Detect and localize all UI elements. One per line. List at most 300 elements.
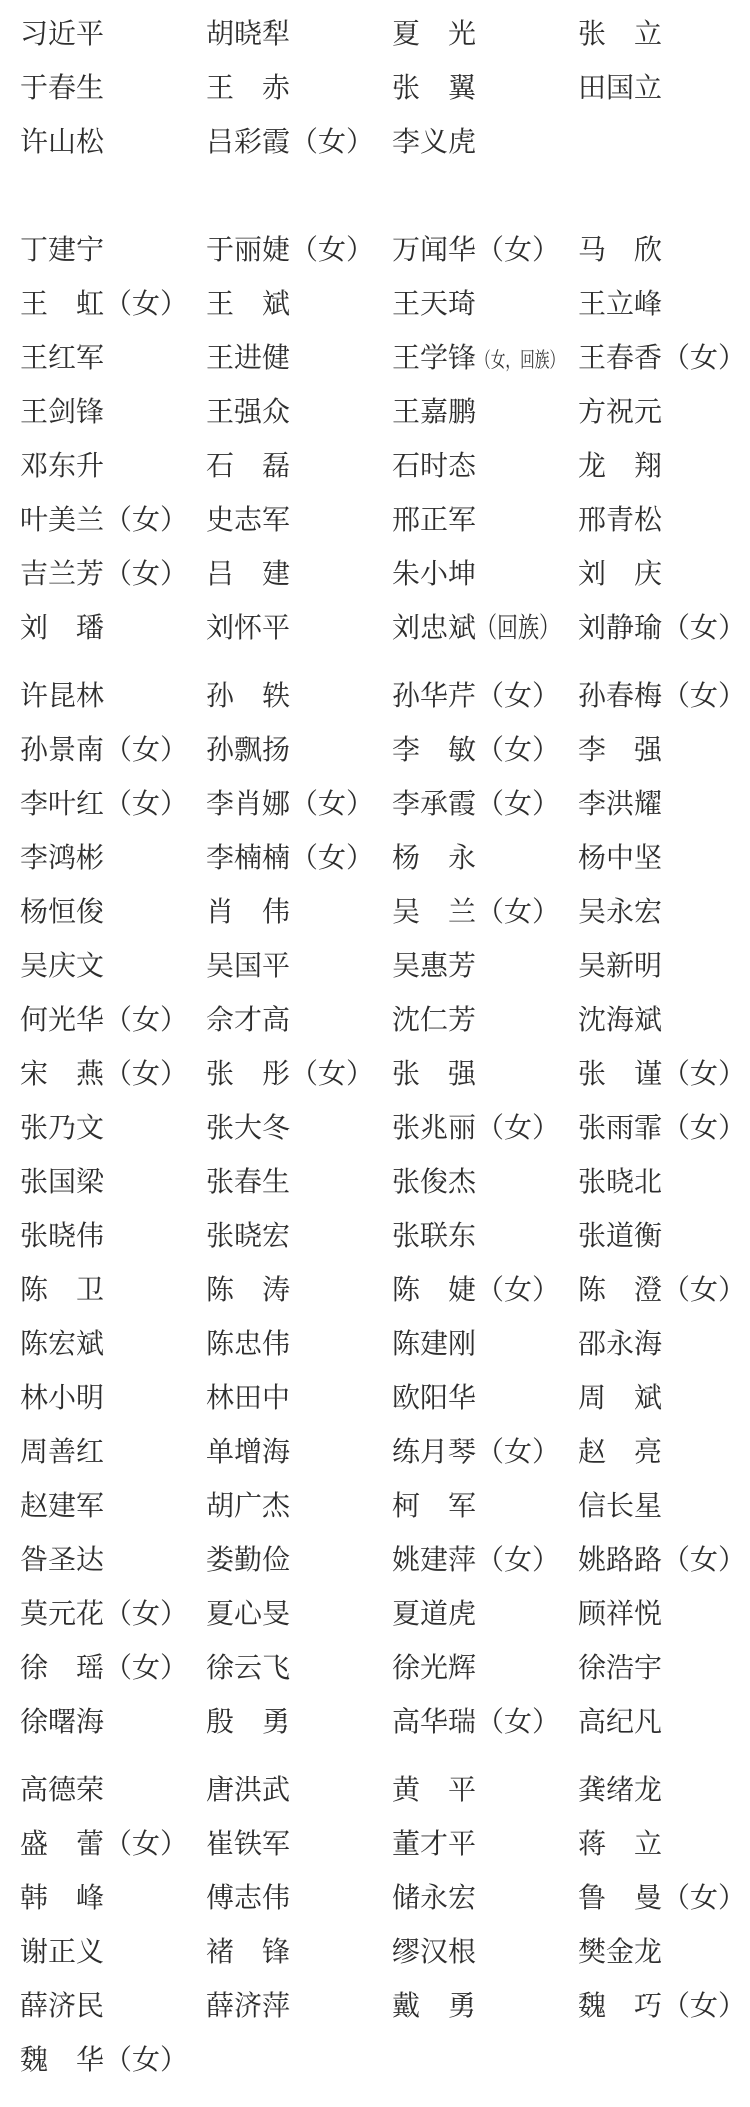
name-cell	[578, 899, 736, 927]
name-row	[20, 1926, 750, 1980]
person-name: 孙华芹	[392, 681, 477, 712]
person-name: 李 敏	[392, 735, 477, 766]
name-cell	[578, 1169, 736, 1197]
person-name: 王剑锋	[20, 397, 105, 428]
gender-ethnic-note: （女）	[104, 1599, 189, 1630]
name-cell	[392, 1709, 578, 1737]
person-name: 李洪耀	[578, 789, 663, 820]
name-cell	[206, 75, 392, 103]
name-cell	[392, 683, 578, 711]
name-row	[20, 1264, 750, 1318]
person-name: 胡晓犁	[206, 19, 291, 50]
person-name: 王立峰	[578, 289, 663, 320]
person-name: 张乃文	[20, 1113, 105, 1144]
gender-ethnic-note: （女）	[290, 235, 375, 266]
name-cell	[578, 237, 736, 265]
name-cell	[20, 2047, 206, 2075]
name-cell	[206, 1007, 392, 1035]
name-row	[20, 440, 750, 494]
name-row	[20, 386, 750, 440]
name-cell	[20, 1115, 206, 1143]
name-cell	[392, 507, 578, 535]
person-name: 沈海斌	[578, 1005, 663, 1036]
person-name: 龚绪龙	[578, 1775, 663, 1806]
person-name: 吴国平	[206, 951, 291, 982]
person-name: 董才平	[392, 1829, 477, 1860]
person-name: 杨恒俊	[20, 897, 105, 928]
name-cell	[392, 1223, 578, 1251]
name-cell	[20, 75, 206, 103]
name-row	[20, 116, 750, 170]
gender-ethnic-note: （女）	[662, 681, 747, 712]
name-cell	[392, 1601, 578, 1629]
person-name: 李楠楠	[206, 843, 291, 874]
person-name: 徐曙海	[20, 1707, 105, 1738]
person-name: 杨 永	[392, 843, 477, 874]
person-name: 于丽婕	[206, 235, 291, 266]
person-name: 佘才高	[206, 1005, 291, 1036]
name-cell	[206, 453, 392, 481]
name-row	[20, 1980, 750, 2034]
name-cell	[578, 75, 736, 103]
person-name: 王强众	[206, 397, 291, 428]
name-cell	[206, 1493, 392, 1521]
person-name: 谢正义	[20, 1937, 105, 1968]
person-name: 徐云飞	[206, 1653, 291, 1684]
name-cell	[20, 791, 206, 819]
name-row	[20, 832, 750, 886]
person-name: 魏 巧	[578, 1991, 663, 2022]
person-name: 王 斌	[206, 289, 291, 320]
name-cell	[20, 615, 206, 643]
name-cell	[392, 1115, 578, 1143]
person-name: 邵永海	[578, 1329, 663, 1360]
name-row	[20, 1588, 750, 1642]
person-name: 戴 勇	[392, 1991, 477, 2022]
name-row	[20, 602, 750, 656]
gender-ethnic-note: （女）	[662, 1883, 747, 1914]
person-name: 陈 婕	[392, 1275, 477, 1306]
gender-ethnic-note: （回族）	[476, 613, 561, 644]
person-name: 马 欣	[578, 235, 663, 266]
person-name: 储永宏	[392, 1883, 477, 1914]
gender-ethnic-note: （女）	[662, 613, 747, 644]
name-cell	[206, 1547, 392, 1575]
name-cell	[392, 845, 578, 873]
person-name: 林田中	[206, 1383, 291, 1414]
person-name: 吴惠芳	[392, 951, 477, 982]
person-name: 昝圣达	[20, 1545, 105, 1576]
name-row	[20, 670, 750, 724]
person-name: 吕彩霞	[206, 127, 291, 158]
person-name: 高华瑞	[392, 1707, 477, 1738]
name-cell	[206, 1885, 392, 1913]
gender-ethnic-note: （女）	[662, 1991, 747, 2022]
name-cell	[392, 1547, 578, 1575]
name-cell	[20, 507, 206, 535]
person-name: 邓东升	[20, 451, 105, 482]
person-name: 张晓宏	[206, 1221, 291, 1252]
person-name: 黄 平	[392, 1775, 477, 1806]
name-cell	[392, 561, 578, 589]
name-cell	[20, 291, 206, 319]
gender-ethnic-note: （女）	[104, 505, 189, 536]
name-cell	[578, 453, 736, 481]
person-name: 王嘉鹏	[392, 397, 477, 428]
person-name: 薛济民	[20, 1991, 105, 2022]
name-cell	[392, 21, 578, 49]
person-name: 吉兰芳	[20, 559, 105, 590]
name-row	[20, 1696, 750, 1750]
name-cell	[206, 1601, 392, 1629]
person-name: 陈 涛	[206, 1275, 291, 1306]
name-cell	[578, 1777, 736, 1805]
person-name: 樊金龙	[578, 1937, 663, 1968]
person-name: 娄勤俭	[206, 1545, 291, 1576]
name-cell	[392, 953, 578, 981]
name-row	[20, 1210, 750, 1264]
name-cell	[20, 1547, 206, 1575]
person-name: 丁建宁	[20, 235, 105, 266]
name-cell	[206, 615, 392, 643]
name-row	[20, 62, 750, 116]
name-cell	[20, 1061, 206, 1089]
person-name: 吕 建	[206, 559, 291, 590]
gender-ethnic-note: （女）	[104, 2045, 189, 2076]
name-cell	[206, 1655, 392, 1683]
gender-ethnic-note: （女）	[476, 681, 561, 712]
name-row	[20, 940, 750, 994]
person-name: 刘 庆	[578, 559, 663, 590]
name-cell	[392, 399, 578, 427]
person-name: 张联东	[392, 1221, 477, 1252]
person-name: 刘忠斌	[392, 613, 477, 644]
person-name: 陈建刚	[392, 1329, 477, 1360]
name-cell	[392, 75, 578, 103]
person-name: 王春香	[578, 343, 663, 374]
name-row	[20, 1534, 750, 1588]
name-cell	[392, 237, 578, 265]
name-cell	[392, 1385, 578, 1413]
name-cell	[20, 1385, 206, 1413]
name-cell	[578, 1275, 747, 1306]
name-cell	[578, 291, 736, 319]
person-name: 崔铁军	[206, 1829, 291, 1860]
person-name: 李义虎	[392, 127, 477, 158]
name-cell	[20, 737, 206, 765]
name-cell	[392, 791, 578, 819]
gender-ethnic-note: （女）	[476, 1437, 561, 1468]
gender-ethnic-note: （女）	[476, 235, 561, 266]
person-name: 李 强	[578, 735, 663, 766]
person-name: 傅志伟	[206, 1883, 291, 1914]
person-name: 宋 燕	[20, 1059, 105, 1090]
person-name: 赵 亮	[578, 1437, 663, 1468]
name-cell	[20, 1169, 206, 1197]
name-row	[20, 1480, 750, 1534]
gender-ethnic-note: （女）	[104, 789, 189, 820]
name-cell	[20, 1493, 206, 1521]
name-cell	[578, 561, 736, 589]
name-cell	[20, 1439, 206, 1467]
name-cell	[578, 1113, 747, 1144]
name-cell	[206, 345, 392, 373]
name-cell	[392, 899, 578, 927]
name-cell	[20, 1223, 206, 1251]
name-cell	[20, 1939, 206, 1967]
person-name: 徐光辉	[392, 1653, 477, 1684]
name-cell	[20, 1277, 206, 1305]
person-name: 张 立	[578, 19, 663, 50]
person-name: 张晓北	[578, 1167, 663, 1198]
name-row	[20, 278, 750, 332]
person-name: 邢青松	[578, 505, 663, 536]
name-cell	[206, 399, 392, 427]
name-cell	[206, 237, 392, 265]
person-name: 孙春梅	[578, 681, 663, 712]
person-name: 莫元花	[20, 1599, 105, 1630]
name-cell	[20, 953, 206, 981]
person-name: 王学锋	[392, 343, 477, 374]
name-cell	[20, 345, 206, 373]
name-row	[20, 1102, 750, 1156]
name-cell	[20, 1601, 206, 1629]
name-cell	[206, 1439, 392, 1467]
name-cell	[578, 1939, 736, 1967]
person-name: 胡广杰	[206, 1491, 291, 1522]
name-cell	[392, 1939, 578, 1967]
name-cell	[392, 1885, 578, 1913]
person-name: 田国立	[578, 73, 663, 104]
person-name: 吴庆文	[20, 951, 105, 982]
person-name: 沈仁芳	[392, 1005, 477, 1036]
gender-ethnic-note: （女）	[290, 843, 375, 874]
name-cell	[206, 291, 392, 319]
name-cell	[392, 1061, 578, 1089]
name-row	[20, 886, 750, 940]
name-cell	[392, 453, 578, 481]
person-name: 韩 峰	[20, 1883, 105, 1914]
name-cell	[206, 791, 392, 819]
name-cell	[578, 1439, 736, 1467]
name-cell	[206, 1277, 392, 1305]
person-name: 刘怀平	[206, 613, 291, 644]
name-cell	[392, 291, 578, 319]
name-cell	[392, 345, 578, 373]
person-name: 鲁 曼	[578, 1883, 663, 1914]
name-cell	[578, 791, 736, 819]
name-cell	[392, 1439, 578, 1467]
name-cell	[392, 1777, 578, 1805]
name-cell	[578, 507, 736, 535]
name-row	[20, 994, 750, 1048]
name-cell	[578, 737, 736, 765]
name-cell	[392, 1331, 578, 1359]
person-name: 魏 华	[20, 2045, 105, 2076]
person-name: 许山松	[20, 127, 105, 158]
name-cell	[392, 129, 578, 157]
name-row	[20, 494, 750, 548]
name-cell	[392, 1655, 578, 1683]
name-cell	[20, 237, 206, 265]
person-name: 吴 兰	[392, 897, 477, 928]
person-name: 周善红	[20, 1437, 105, 1468]
name-cell	[392, 1007, 578, 1035]
name-cell	[206, 1385, 392, 1413]
person-name: 陈 卫	[20, 1275, 105, 1306]
name-row	[20, 1318, 750, 1372]
name-cell	[578, 845, 736, 873]
name-cell	[578, 1059, 747, 1090]
person-name: 龙 翔	[578, 451, 663, 482]
person-name: 薛济萍	[206, 1991, 291, 2022]
gender-ethnic-note: （女）	[104, 1653, 189, 1684]
person-name: 陈宏斌	[20, 1329, 105, 1360]
name-cell	[206, 899, 392, 927]
gender-ethnic-note: （女）	[104, 559, 189, 590]
name-cell	[20, 899, 206, 927]
person-name: 张俊杰	[392, 1167, 477, 1198]
person-name: 于春生	[20, 73, 105, 104]
name-cell	[578, 1601, 736, 1629]
gender-ethnic-note: （女）	[662, 1113, 747, 1144]
person-name: 单增海	[206, 1437, 291, 1468]
name-cell	[206, 1939, 392, 1967]
gender-ethnic-note: （女）	[662, 343, 747, 374]
name-cell	[206, 1223, 392, 1251]
person-name: 夏心旻	[206, 1599, 291, 1630]
gender-ethnic-note: （女）	[104, 735, 189, 766]
person-name: 赵建军	[20, 1491, 105, 1522]
name-cell	[206, 1331, 392, 1359]
name-cell	[392, 1493, 578, 1521]
person-name: 殷 勇	[206, 1707, 291, 1738]
name-row	[20, 1642, 750, 1696]
name-row	[20, 1048, 750, 1102]
name-cell	[20, 399, 206, 427]
person-name: 张 强	[392, 1059, 477, 1090]
name-cell	[578, 1655, 736, 1683]
name-cell	[206, 1993, 392, 2021]
person-name: 夏道虎	[392, 1599, 477, 1630]
name-row	[20, 778, 750, 832]
person-name: 李叶红	[20, 789, 105, 820]
name-row	[20, 2034, 750, 2088]
person-name: 顾祥悦	[578, 1599, 663, 1630]
person-name: 王 虹	[20, 289, 105, 320]
name-cell	[578, 399, 736, 427]
person-name: 朱小坤	[392, 559, 477, 590]
person-name: 徐 瑶	[20, 1653, 105, 1684]
name-cell	[578, 1831, 736, 1859]
name-cell	[578, 613, 747, 644]
name-cell	[206, 561, 392, 589]
name-cell	[206, 737, 392, 765]
name-cell	[392, 1993, 578, 2021]
person-name: 王进健	[206, 343, 291, 374]
name-row	[20, 1818, 750, 1872]
name-cell	[578, 1991, 747, 2022]
name-cell	[578, 953, 736, 981]
person-name: 王天琦	[392, 289, 477, 320]
person-name: 姚路路	[578, 1545, 663, 1576]
person-name: 吴新明	[578, 951, 663, 982]
name-cell	[206, 953, 392, 981]
name-cell	[20, 1885, 206, 1913]
name-row	[20, 1426, 750, 1480]
person-name: 林小明	[20, 1383, 105, 1414]
gender-ethnic-note: （女）	[476, 1545, 561, 1576]
name-cell	[206, 1709, 392, 1737]
name-cell	[578, 1493, 736, 1521]
person-name: 孙景南	[20, 735, 105, 766]
name-row	[20, 332, 750, 386]
name-cell	[392, 737, 578, 765]
name-cell	[20, 453, 206, 481]
gender-ethnic-note: （女）	[476, 1113, 561, 1144]
person-name: 蒋 立	[578, 1829, 663, 1860]
person-name: 吴永宏	[578, 897, 663, 928]
person-name: 张国梁	[20, 1167, 105, 1198]
gender-ethnic-note: （女）	[104, 289, 189, 320]
person-name: 高纪凡	[578, 1707, 663, 1738]
person-name: 唐洪武	[206, 1775, 291, 1806]
gender-ethnic-note: （女）	[662, 1275, 747, 1306]
name-cell	[20, 1655, 206, 1683]
person-name: 肖 伟	[206, 897, 291, 928]
name-cell	[578, 1223, 736, 1251]
person-name: 柯 军	[392, 1491, 477, 1522]
person-name: 方祝元	[578, 397, 663, 428]
person-name: 刘静瑜	[578, 613, 663, 644]
person-name: 陈忠伟	[206, 1329, 291, 1360]
name-cell	[20, 1777, 206, 1805]
name-cell	[206, 1061, 392, 1089]
person-name: 张雨霏	[578, 1113, 663, 1144]
person-name: 张 彤	[206, 1059, 291, 1090]
name-cell	[578, 681, 747, 712]
name-cell	[578, 21, 736, 49]
name-cell	[20, 1831, 206, 1859]
gender-ethnic-note: （女）	[476, 789, 561, 820]
name-cell	[20, 129, 206, 157]
name-cell	[206, 1777, 392, 1805]
name-cell	[20, 1993, 206, 2021]
name-cell	[578, 1883, 747, 1914]
gender-ethnic-note: （女）	[662, 1545, 747, 1576]
name-cell	[20, 561, 206, 589]
gender-ethnic-note: （女）	[476, 1707, 561, 1738]
person-name: 习近平	[20, 19, 105, 50]
person-name: 缪汉根	[392, 1937, 477, 1968]
gender-ethnic-note: （女）	[290, 1059, 375, 1090]
person-name: 叶美兰	[20, 505, 105, 536]
name-cell	[578, 1007, 736, 1035]
person-name: 欧阳华	[392, 1383, 477, 1414]
name-cell	[578, 1709, 736, 1737]
name-cell	[20, 683, 206, 711]
person-name: 李鸿彬	[20, 843, 105, 874]
person-name: 邢正军	[392, 505, 477, 536]
name-row	[20, 8, 750, 62]
name-cell	[20, 21, 206, 49]
person-name: 高德荣	[20, 1775, 105, 1806]
name-cell	[206, 1169, 392, 1197]
name-row	[20, 1764, 750, 1818]
name-row	[20, 724, 750, 778]
person-name: 王 赤	[206, 73, 291, 104]
blank-row	[20, 170, 750, 224]
